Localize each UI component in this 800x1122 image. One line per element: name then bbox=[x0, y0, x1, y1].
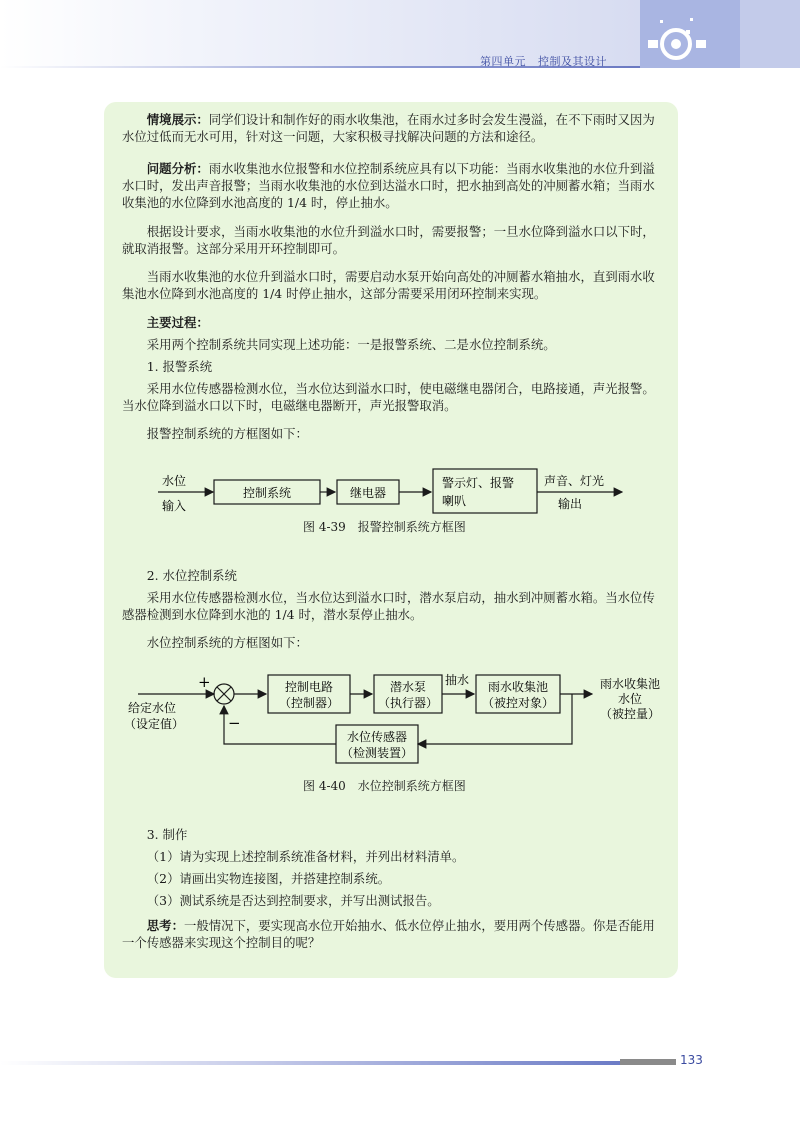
fig40-pump-label: 抽水 bbox=[445, 673, 470, 687]
fig40-sensor-line2: （检测装置） bbox=[340, 746, 414, 760]
fig40-input-line1: 给定水位 bbox=[128, 701, 177, 715]
analysis-paragraph bbox=[122, 160, 662, 211]
fig40-plus: + bbox=[198, 673, 211, 691]
header-title bbox=[480, 53, 607, 69]
fig40-box1-line2: （控制器） bbox=[278, 696, 340, 710]
fig40-minus: − bbox=[228, 714, 241, 732]
fig39-input-bottom: 输入 bbox=[162, 499, 187, 513]
water-level-heading: 2. 水位控制系统 bbox=[146, 568, 237, 583]
fig40-sensor-line1: 水位传感器 bbox=[346, 730, 408, 744]
fig39-box2-label: 继电器 bbox=[349, 486, 387, 500]
design-paragraph-1: 根据设计要求，当雨水收集池的水位升到溢水口时，需要报警；一旦水位降到溢水口以下时，就取消报警。这部分采用开环控制即可。 bbox=[122, 224, 655, 256]
alarm-paragraph: 采用水位传感器检测水位，当水位达到溢水口时，使电磁继电器闭合，电路接通，声光报警。当水位降到溢水口以下时，电磁继电器断开，声光报警取消。 bbox=[122, 381, 655, 413]
header-section: 控制及其设计 bbox=[538, 55, 607, 68]
fig39-output-top: 声音、灯光 bbox=[544, 474, 605, 488]
fig40-box3-line2: （被控对象） bbox=[481, 696, 555, 710]
think-paragraph bbox=[122, 917, 662, 951]
header-unit: 第四单元 bbox=[480, 55, 526, 68]
step-3: （3）测试系统是否达到控制要求，并写出测试报告。 bbox=[146, 893, 440, 908]
think-label: 思考： bbox=[146, 918, 184, 933]
fig39-caption: 图 4-39 报警控制系统方框图 bbox=[303, 520, 466, 534]
situation-label: 情境展示： bbox=[146, 112, 209, 127]
two-systems-paragraph: 采用两个控制系统共同实现上述功能：一是报警系统、二是水位控制系统。 bbox=[146, 337, 556, 352]
footer-bar bbox=[620, 1059, 676, 1065]
fig40-box1-line1: 控制电路 bbox=[284, 680, 334, 694]
header-logo bbox=[640, 0, 800, 68]
fig40-box2-line2: （执行器） bbox=[377, 696, 439, 710]
fig40-box2-line1: 潜水泵 bbox=[389, 680, 427, 694]
alarm-heading: 1. 报警系统 bbox=[146, 359, 213, 374]
main-process-label: 主要过程： bbox=[146, 315, 209, 330]
logo-icon bbox=[640, 0, 800, 68]
step-2: （2）请画出实物连接图，并搭建控制系统。 bbox=[146, 871, 391, 886]
fig39-output-bottom: 输出 bbox=[558, 497, 583, 511]
fig39-box3-line1: 警示灯、报警 bbox=[442, 476, 515, 490]
analysis-label: 问题分析： bbox=[146, 161, 209, 176]
fig40-feedback-arrow-out bbox=[224, 706, 336, 744]
situation-text: 同学们设计和制作好的雨水收集池，在雨水过多时会发生漫溢，在不下雨时又因为水位过低而无水可用，针对这一问题，大家积极寻找解决问题的方法和途径。 bbox=[122, 112, 655, 144]
footer-rule bbox=[0, 1061, 620, 1065]
design-paragraph-2: 当雨水收集池的水位升到溢水口时，需要启动水泵开始向高处的冲厕蓄水箱抽水，直到雨水收集池水位降到水池高度的 1/4 时停止抽水，这部分需要采用闭环控制来实现。 bbox=[122, 269, 655, 301]
water-level-block-diagram bbox=[120, 668, 680, 776]
make-heading: 3. 制作 bbox=[146, 827, 188, 842]
water-level-paragraph: 采用水位传感器检测水位，当水位达到溢水口时，潜水泵启动，抽水到冲厕蓄水箱。当水位传感器检测到水位降到水池的 1/4 时，潜水泵停止抽水。 bbox=[122, 590, 655, 622]
think-text: 一般情况下，要实现高水位开始抽水、低水位停止抽水，要用两个传感器。你是否能用一个传感器来实现这个控制目的呢？ bbox=[122, 918, 655, 950]
situation-paragraph bbox=[122, 111, 662, 145]
page-number: 133 bbox=[680, 1053, 703, 1067]
fig40-input-line2: （设定值） bbox=[124, 717, 185, 731]
fig40-output-line2: 水位 bbox=[617, 692, 643, 706]
fig39-box3-line2: 喇叭 bbox=[442, 494, 467, 508]
fig39-input-top: 水位 bbox=[162, 474, 187, 488]
water-level-intro: 水位控制系统的方框图如下： bbox=[146, 635, 308, 650]
fig40-box3-line1: 雨水收集池 bbox=[487, 680, 549, 694]
step-1: （1）请为实现上述控制系统准备材料，并列出材料清单。 bbox=[146, 849, 465, 864]
alarm-intro: 报警控制系统的方框图如下： bbox=[146, 426, 308, 441]
fig39-box1-label: 控制系统 bbox=[242, 486, 292, 500]
fig40-output-line1: 雨水收集池 bbox=[599, 677, 661, 691]
fig40-caption: 图 4-40 水位控制系统方框图 bbox=[303, 779, 466, 793]
fig40-output-line3: （被控量） bbox=[599, 707, 661, 721]
analysis-text: 雨水收集池水位报警和水位控制系统应具有以下功能：当雨水收集池的水位升到溢水口时，发出声音报警；当雨水收集池的水位到达溢水口时，把水抽到高处的冲厕蓄水箱；当雨水收集池的水位降到水池高度的 1/4 时，停止抽水。 bbox=[122, 161, 655, 210]
